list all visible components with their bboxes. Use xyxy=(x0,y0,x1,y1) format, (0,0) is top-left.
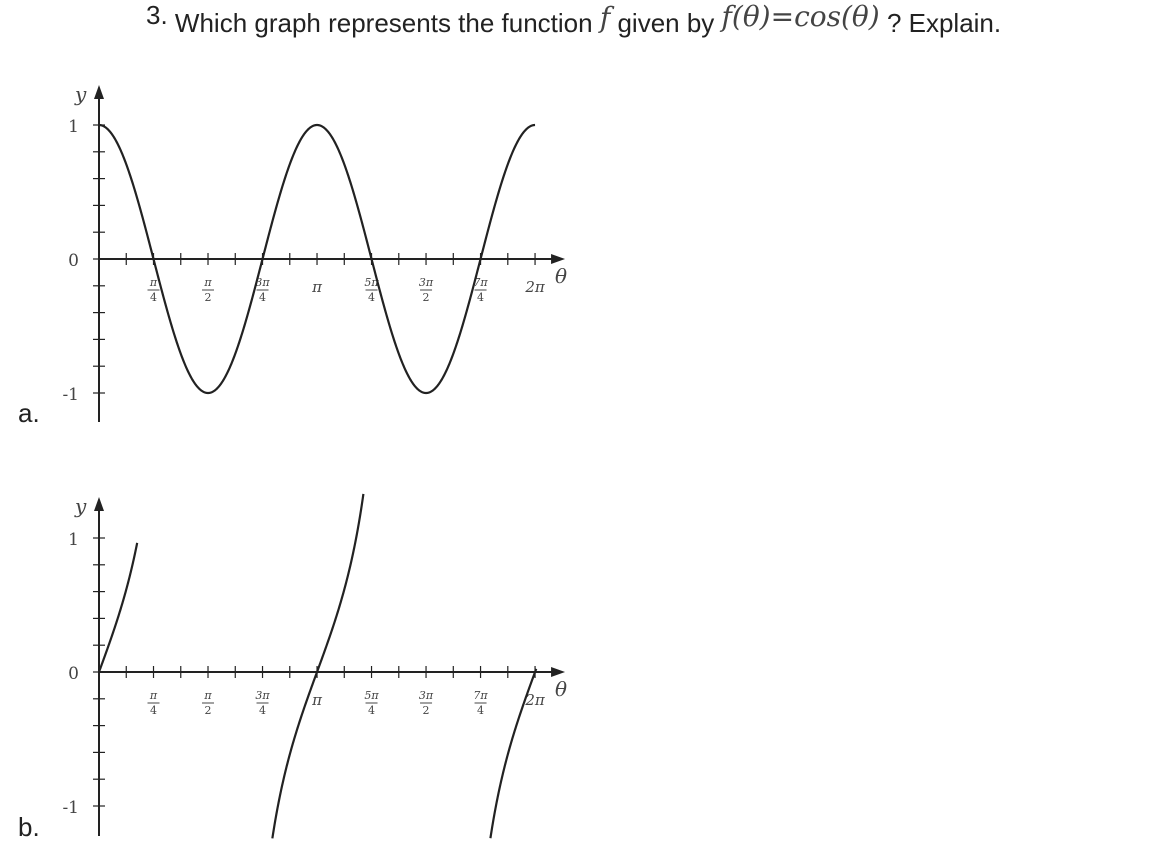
y-axis-arrow xyxy=(94,85,104,99)
x-tick-label-text: 2π xyxy=(525,278,545,296)
y-tick-label: 0 xyxy=(68,251,79,271)
x-tick-label-text: π xyxy=(312,278,322,296)
x-tick-label xyxy=(311,691,323,709)
y-axis-arrow xyxy=(94,497,104,511)
x-tick-label-numerator: 5π xyxy=(364,689,379,702)
y-tick-label: 0 xyxy=(68,664,79,684)
option-a-label: a. xyxy=(18,398,40,428)
y-tick-label: -1 xyxy=(62,385,79,405)
x-axis-arrow xyxy=(551,254,565,264)
x-tick-label-denominator: 4 xyxy=(259,704,267,717)
x-tick-label xyxy=(419,689,434,717)
question-number: 3. xyxy=(146,0,168,30)
x-axis-label: θ xyxy=(555,264,568,288)
x-tick-label xyxy=(255,689,270,717)
x-tick-label-denominator: 4 xyxy=(368,704,376,717)
x-tick-label-denominator: 4 xyxy=(368,291,376,304)
x-tick-label-numerator: 7π xyxy=(473,689,488,702)
x-tick-label xyxy=(364,689,379,717)
y-tick-label: 1 xyxy=(68,530,79,550)
x-tick-label-denominator: 4 xyxy=(477,291,485,304)
x-tick-label-denominator: 4 xyxy=(477,704,485,717)
function-expression xyxy=(722,1,880,32)
x-tick-label xyxy=(473,689,488,717)
expression-rhs: cos(θ) xyxy=(794,0,880,33)
x-tick-label-numerator: π xyxy=(149,276,158,289)
x-tick-label-numerator: π xyxy=(204,276,212,289)
x-axis-label: θ xyxy=(555,677,568,701)
x-tick-label-denominator: 2 xyxy=(422,704,430,717)
expression-equals: = xyxy=(770,0,795,33)
x-axis-arrow xyxy=(551,667,565,677)
x-tick-label xyxy=(148,276,160,304)
question-text-middle: given by xyxy=(617,8,715,38)
option-b-label: b. xyxy=(18,812,40,842)
x-tick-label-numerator: π xyxy=(149,689,158,702)
x-tick-label-denominator: 4 xyxy=(150,704,158,717)
question-text-after: ? Explain. xyxy=(886,8,1002,38)
x-tick-label-numerator: 3π xyxy=(255,689,270,702)
x-tick-label-denominator: 4 xyxy=(150,291,158,304)
x-tick-label xyxy=(202,689,214,717)
x-tick-label-text: 2π xyxy=(525,691,545,709)
x-tick-label xyxy=(148,689,160,717)
function-curve xyxy=(99,543,137,672)
x-tick-label-numerator: 3π xyxy=(418,689,434,702)
y-tick-label: 1 xyxy=(68,117,79,137)
x-tick-label xyxy=(524,278,546,296)
function-curve xyxy=(272,494,363,838)
x-tick-label xyxy=(419,276,434,304)
y-axis-label: y xyxy=(75,82,87,106)
question-text-before: Which graph represents the function xyxy=(174,8,593,38)
y-axis-label: y xyxy=(75,494,87,518)
x-tick-label-denominator: 2 xyxy=(422,291,430,304)
x-tick-label-denominator: 4 xyxy=(259,291,267,304)
x-tick-label-text: π xyxy=(312,691,322,709)
x-tick-label-numerator: 3π xyxy=(418,276,434,289)
x-tick-label-numerator: 3π xyxy=(255,276,270,289)
x-tick-label-numerator: 7π xyxy=(473,276,488,289)
x-tick-label-numerator: 5π xyxy=(364,276,379,289)
expression-lhs: f(θ) xyxy=(721,0,771,33)
x-tick-label xyxy=(311,278,323,296)
graph-a xyxy=(50,80,590,430)
x-tick-label-denominator: 2 xyxy=(204,704,212,717)
function-symbol: f xyxy=(599,1,611,34)
x-tick-label xyxy=(202,276,214,304)
x-tick-label-denominator: 2 xyxy=(204,291,212,304)
graph-b xyxy=(50,492,590,842)
x-tick-label-numerator: π xyxy=(204,689,212,702)
question-text xyxy=(146,0,1002,39)
y-tick-label: -1 xyxy=(62,798,79,818)
